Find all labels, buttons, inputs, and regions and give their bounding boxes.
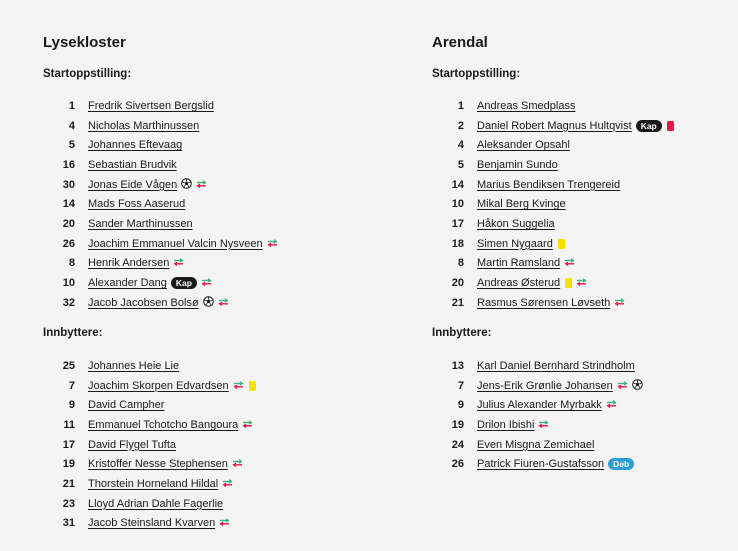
player-row [43, 376, 256, 396]
player-number: 24 [451, 438, 464, 451]
player-row [432, 96, 674, 116]
substitution-icon [614, 297, 625, 309]
player-name-link[interactable]: Lloyd Adrian Dahle Fagerlie [88, 497, 224, 510]
player-number: 5 [68, 139, 75, 152]
player-row [432, 395, 643, 415]
substitution-icon [232, 458, 243, 470]
player-number: 17 [451, 217, 464, 230]
player-name-link[interactable]: Jacob Jacobsen Bolsø [88, 296, 199, 309]
player-number: 1 [457, 99, 464, 112]
player-number: 9 [68, 399, 75, 412]
player-row [43, 96, 278, 116]
player-number: 23 [62, 497, 75, 510]
player-name-link[interactable]: Fredrik Sivertsen Bergslid [88, 99, 214, 112]
player-row [432, 273, 674, 293]
player-number: 10 [62, 277, 75, 290]
substitution-icon [196, 179, 207, 191]
player-name-link[interactable]: David Flygel Tufta [88, 438, 177, 451]
player-name-link[interactable]: Jonas Eide Vågen [88, 178, 178, 191]
ball-icon [203, 296, 214, 310]
substitution-icon [242, 419, 253, 431]
player-name-link[interactable]: Håkon Suggelia [477, 217, 555, 230]
player-row [43, 194, 278, 214]
player-name-link[interactable]: Johannes Heie Lie [88, 359, 180, 372]
player-name-link[interactable]: Andreas Østerud [477, 277, 561, 290]
player-name-link[interactable]: Patrick Fiuren-Gustafsson [477, 458, 605, 471]
player-name-link[interactable]: Henrik Andersen [88, 257, 170, 270]
substitutes-list [43, 356, 256, 533]
player-row [432, 356, 643, 376]
player-number: 8 [68, 257, 75, 270]
starting-lineup-title: Startoppstilling: [432, 68, 521, 80]
player-row [432, 175, 674, 195]
substitution-icon [267, 238, 278, 250]
player-row [432, 376, 643, 396]
player-number: 26 [451, 458, 464, 471]
player-name-link[interactable]: Rasmus Sørensen Løvseth [477, 296, 611, 309]
player-row [43, 214, 278, 234]
player-name-link[interactable]: Aleksander Opsahl [477, 139, 570, 152]
substitution-icon [564, 257, 575, 269]
player-row [43, 135, 278, 155]
team-name: Lysekloster [43, 34, 126, 51]
player-row [432, 214, 674, 234]
player-number: 20 [451, 277, 464, 290]
player-number: 9 [457, 399, 464, 412]
player-name-link[interactable]: Mikal Berg Kvinge [477, 198, 566, 211]
player-row [43, 454, 256, 474]
captain-badge: Kap [636, 120, 662, 132]
player-number: 8 [457, 257, 464, 270]
player-number: 30 [62, 178, 75, 191]
player-name-link[interactable]: Daniel Robert Magnus Hultqvist [477, 119, 632, 132]
player-name-link[interactable]: Mads Foss Aaserud [88, 198, 186, 211]
player-row [432, 135, 674, 155]
player-name-link[interactable]: Nicholas Marthinussen [88, 119, 200, 132]
player-number: 4 [68, 119, 75, 132]
player-number: 19 [451, 418, 464, 431]
player-name-link[interactable]: Marius Bendiksen Trengereid [477, 178, 621, 191]
player-number: 16 [62, 158, 75, 171]
player-name-link[interactable]: Joachim Emmanuel Valcin Nysveen [88, 237, 263, 250]
substitution-icon [538, 419, 549, 431]
player-number: 18 [451, 237, 464, 250]
ball-icon [632, 379, 643, 393]
player-row [43, 155, 278, 175]
player-name-link[interactable]: Joachim Skorpen Edvardsen [88, 379, 229, 392]
player-row [43, 175, 278, 195]
player-row [43, 273, 278, 293]
player-row [43, 494, 256, 514]
player-number: 2 [457, 119, 464, 132]
player-name-link[interactable]: Julius Alexander Myrbakk [477, 399, 602, 412]
yellow-card-icon [249, 381, 256, 391]
player-number: 25 [62, 359, 75, 372]
yellow-card-icon [558, 239, 565, 249]
player-name-link[interactable]: Alexander Dang [88, 277, 167, 290]
substitution-icon [219, 517, 230, 529]
player-row [43, 254, 278, 274]
player-row [432, 435, 643, 455]
substitution-icon [218, 297, 229, 309]
substitution-icon [606, 399, 617, 411]
player-row [432, 293, 674, 313]
player-number: 5 [457, 158, 464, 171]
player-number: 20 [62, 217, 75, 230]
starting-lineup-title: Startoppstilling: [43, 68, 132, 80]
player-number: 7 [68, 379, 75, 392]
substitutes-title: Innbyttere: [432, 327, 492, 339]
player-number: 19 [62, 458, 75, 471]
substitution-icon [201, 277, 212, 289]
player-name-link[interactable]: Kristoffer Nesse Stephensen [88, 458, 228, 471]
red-card-icon [667, 121, 674, 131]
player-row [43, 395, 256, 415]
starting-lineup-list [43, 96, 278, 313]
player-name-link[interactable]: Johannes Eftevaag [88, 139, 183, 152]
substitution-icon [617, 380, 628, 392]
player-number: 13 [451, 359, 464, 372]
player-name-link[interactable]: David Campher [88, 399, 165, 412]
player-number: 26 [62, 237, 75, 250]
team-name: Arendal [432, 34, 488, 51]
player-row [432, 194, 674, 214]
player-name-link[interactable]: Karl Daniel Bernhard Strindholm [477, 359, 635, 372]
substitutes-title: Innbyttere: [43, 327, 103, 339]
player-name-link[interactable]: Andreas Smedplass [477, 99, 576, 112]
debut-badge: Deb [608, 458, 634, 470]
player-number: 14 [451, 178, 464, 191]
player-row [432, 155, 674, 175]
player-row [432, 116, 674, 136]
player-row [43, 116, 278, 136]
player-number: 21 [451, 296, 464, 309]
player-name-link[interactable]: Emmanuel Tchotcho Bangoura [88, 418, 239, 431]
player-row [43, 514, 256, 534]
player-number: 14 [62, 198, 75, 211]
yellow-card-icon [565, 278, 572, 288]
player-row [43, 415, 256, 435]
substitution-icon [233, 380, 244, 392]
player-name-link[interactable]: Thorstein Horneland Hildal [88, 477, 219, 490]
starting-lineup-list [432, 96, 674, 313]
substitutes-list [432, 356, 643, 474]
player-row [43, 234, 278, 254]
player-row [43, 435, 256, 455]
player-number: 11 [63, 418, 75, 431]
player-name-link[interactable]: Benjamin Sundo [477, 158, 558, 171]
player-name-link[interactable]: Jens-Erik Grønlie Johansen [477, 379, 613, 392]
player-row [43, 474, 256, 494]
player-name-link[interactable]: Even Misgna Zemichael [477, 438, 595, 451]
player-row [432, 254, 674, 274]
player-row [43, 356, 256, 376]
player-name-link[interactable]: Jacob Steinsland Kvarven [88, 517, 216, 530]
player-number: 4 [457, 139, 464, 152]
player-name-link[interactable]: Drilon Ibishi [477, 418, 535, 431]
player-name-link[interactable]: Simen Nygaard [477, 237, 553, 250]
substitution-icon [173, 257, 184, 269]
substitution-icon [576, 277, 587, 289]
captain-badge: Kap [171, 277, 197, 289]
player-number: 17 [62, 438, 75, 451]
player-row [432, 415, 643, 435]
player-number: 32 [62, 296, 75, 309]
player-number: 31 [62, 517, 75, 530]
player-number: 1 [68, 99, 75, 112]
substitution-icon [222, 478, 233, 490]
player-row [43, 293, 278, 313]
player-name-link[interactable]: Sebastian Brudvik [88, 158, 177, 171]
player-name-link[interactable]: Sander Marthinussen [88, 217, 193, 230]
player-row [432, 454, 643, 474]
player-number: 7 [457, 379, 464, 392]
player-number: 10 [451, 198, 464, 211]
player-name-link[interactable]: Martin Ramsland [477, 257, 561, 270]
player-number: 21 [62, 477, 75, 490]
ball-icon [181, 178, 192, 192]
player-row [432, 234, 674, 254]
